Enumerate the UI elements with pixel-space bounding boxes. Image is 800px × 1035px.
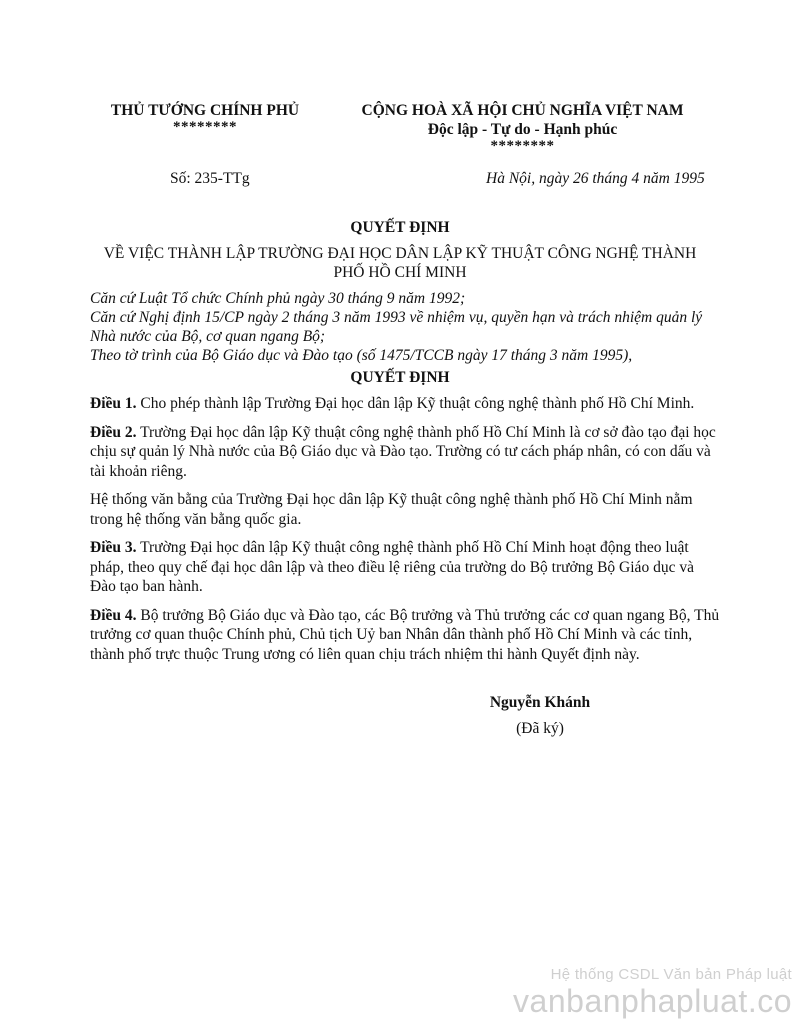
- signature-block: [460, 694, 620, 738]
- decision-title: QUYẾT ĐỊNH: [350, 219, 450, 236]
- issuer-stars: ********: [173, 119, 237, 135]
- basis-line: Theo tờ trình của Bộ Giáo dục và Đào tạo (số 1475/TCCB ngày 17 tháng 3 năm 1995),: [90, 347, 633, 364]
- articles: [90, 394, 720, 673]
- national-title-block: [345, 101, 700, 153]
- document-number: Số: 235-TTg: [170, 170, 250, 187]
- basis-line: Căn cứ Luật Tổ chức Chính phủ ngày 30 tháng 9 năm 1992;: [90, 290, 466, 307]
- decision-subtitle: VỀ VIỆC THÀNH LẬP TRƯỜNG ĐẠI HỌC DÂN LẬP KỸ THUẬT CÔNG NGHỆ THÀNH PHỐ HỒ CHÍ MINH: [103, 245, 697, 281]
- article-4: [90, 606, 720, 665]
- document-date: Hà Nội, ngày 26 tháng 4 năm 1995: [486, 170, 705, 187]
- article-label: Điều 2.: [90, 423, 137, 441]
- national-motto: Độc lập - Tự do - Hạnh phúc: [427, 121, 618, 138]
- national-title: CỘNG HOÀ XÃ HỘI CHỦ NGHĨA VIỆT NAM: [361, 102, 684, 119]
- article-3: [90, 538, 720, 597]
- legal-basis: [90, 289, 720, 365]
- article-label: Điều 4.: [90, 606, 137, 624]
- article-2: [90, 423, 720, 482]
- article-text: Trường Đại học dân lập Kỹ thuật công nghệ thành phố Hồ Chí Minh là cơ sở đào tạo đại học chịu sự quản lý Nhà nước của Bộ Giáo dục và Đào tạo. Trường có tư cách pháp nhân, có con dấu và tài khoản riêng.: [90, 423, 716, 480]
- watermark-caption: Hệ thống CSDL Văn bản Pháp luật: [550, 966, 792, 983]
- signed-status: (Đã ký): [516, 720, 564, 737]
- decision-heading: QUYẾT ĐỊNH: [350, 369, 450, 386]
- basis-line: Căn cứ Nghị định 15/CP ngày 2 tháng 3 năm 1993 về nhiệm vụ, quyền hạn và trách nhiệm quản lý Nhà nước của Bộ, cơ quan ngang Bộ;: [90, 309, 703, 345]
- issuer-block: [90, 101, 320, 134]
- issuer-title: THỦ TƯỚNG CHÍNH PHỦ: [110, 102, 300, 119]
- article-2-continued: [90, 490, 720, 529]
- article-label: Điều 1.: [90, 395, 137, 412]
- article-1: [90, 394, 720, 414]
- article-text: Trường Đại học dân lập Kỹ thuật công nghệ thành phố Hồ Chí Minh hoạt động theo luật pháp, theo quy chế đại học dân lập và theo điều lệ riêng của trường do Bộ trưởng Bộ Giáo dục và Đào tạo ban hành.: [90, 539, 694, 595]
- watermark: [513, 966, 792, 1019]
- article-text: Bộ trưởng Bộ Giáo dục và Đào tạo, các Bộ trưởng và Thủ trưởng các cơ quan ngang Bộ, Thủ trưởng cơ quan thuộc Chính phủ, Chủ tịch Uỷ ban Nhân dân thành phố Hồ Chí Minh và các tỉnh, thành phố trực thuộc Trung ương có liên quan chịu trách nhiệm thi hành Quyết định này.: [90, 606, 720, 663]
- signer-name: Nguyễn Khánh: [489, 694, 591, 711]
- watermark-site: vanbanphapluat.co: [513, 983, 792, 1019]
- article-text: Cho phép thành lập Trường Đại học dân lập Kỹ thuật công nghệ thành phố Hồ Chí Minh.: [136, 395, 695, 412]
- national-stars: ********: [490, 138, 555, 154]
- article-label: Điều 3.: [90, 539, 137, 556]
- article-text: Hệ thống văn bằng của Trường Đại học dân lập Kỹ thuật công nghệ thành phố Hồ Chí Minh nằm trong hệ thống văn bằng quốc gia.: [90, 491, 693, 528]
